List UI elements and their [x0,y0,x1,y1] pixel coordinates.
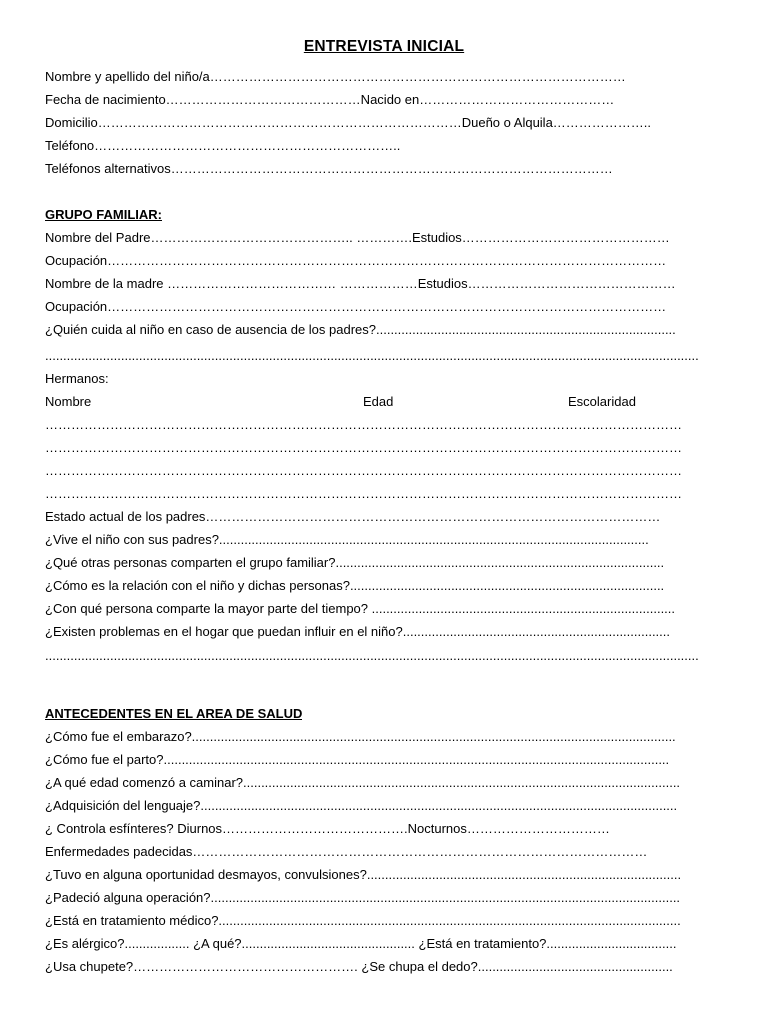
field-otras-personas: ¿Qué otras personas comparten el grupo familiar?........................................................................................... [45,555,665,570]
field-domicilio: Domicilio…………………………………………………………………………Dueño o Alquila………………….. [45,115,652,130]
field-tratamiento-medico: ¿Está en tratamiento médico?................................................................................................................................ [45,913,681,928]
page-title: ENTREVISTA INICIAL [303,38,465,55]
field-ocupacion-madre: Ocupación………………………………………………………………………………………………………………… [45,299,667,314]
field-chupete: ¿Usa chupete?……………………………………………. ¿Se chupa el dedo?...................................................... [45,959,673,974]
field-enfermedades: Enfermedades padecidas…………………………………………………………………………………………… [45,844,648,859]
field-embarazo: ¿Cómo fue el embarazo?...................................................................................................................................... [45,729,676,744]
field-problemas-continuation: ..................................................................................................................................................................................... [45,648,699,663]
hermano-row: ………………………………………………………………………………………………………………………………… [45,417,682,432]
section-heading-salud: ANTECEDENTES EN EL AREA DE SALUD [45,706,303,721]
field-telefonos-alternativos: Teléfonos alternativos………………………………………………………………………………………… [45,161,613,176]
field-caminar: ¿A qué edad comenzó a caminar?......................................................................................................................... [45,775,681,790]
field-ocupacion-padre: Ocupación………………………………………………………………………………………………………………… [45,253,667,268]
hermano-row: ………………………………………………………………………………………………………………………………… [45,440,682,455]
hermano-row: ………………………………………………………………………………………………………………………………… [45,486,682,501]
field-telefono: Teléfono…………………………………………………………….. [45,138,401,153]
field-comparte-tiempo: ¿Con qué persona comparte la mayor parte del tiempo? .................................................................................... [45,601,676,616]
field-problemas-hogar: ¿Existen problemas en el hogar que puedan influir en el niño?.......................................................................... [45,624,671,639]
section-heading-grupo-familiar: GRUPO FAMILIAR: [45,207,162,222]
field-fecha-nacimiento: Fecha de nacimiento………………………………………Nacido en……………………………………… [45,92,615,107]
field-estado-padres: Estado actual de los padres…………………………………………………………………………………………… [45,509,661,524]
field-desmayos: ¿Tuvo en alguna oportunidad desmayos, convulsiones?....................................................................................... [45,867,682,882]
column-header-edad: Edad [363,394,394,409]
column-header-escolaridad: Escolaridad [568,394,636,409]
hermano-row: ………………………………………………………………………………………………………………………………… [45,463,682,478]
field-lenguaje: ¿Adquisición del lenguaje?.................................................................................................................................... [45,798,678,813]
field-relacion: ¿Cómo es la relación con el niño y dichas personas?....................................................................................... [45,578,665,593]
field-vive-con-padres: ¿Vive el niño con sus padres?....................................................................................................................... [45,532,649,547]
field-quien-cuida: ¿Quién cuida al niño en caso de ausencia de los padres?................................................................................... [45,322,676,337]
field-nombre: Nombre y apellido del niño/a…………………………………………………………………………………… [45,69,626,84]
field-quien-cuida-continuation: ..................................................................................................................................................................................... [45,348,699,363]
field-esfinteres: ¿ Controla esfínteres? Diurnos…………………………………….Nocturnos…………………………… [45,821,610,836]
field-nombre-madre: Nombre de la madre ………………………………… ………………Estudios………………………………………… [45,276,676,291]
field-operacion: ¿Padeció alguna operación?.................................................................................................................................. [45,890,681,905]
field-alergico: ¿Es alérgico?.................. ¿A qué?................................................ ¿Está en tratamiento?.................................... [45,936,677,951]
field-nombre-padre: Nombre del Padre……………………………………….. ………….Estudios………………………………………… [45,230,670,245]
label-hermanos: Hermanos: [45,371,109,386]
field-parto: ¿Cómo fue el parto?............................................................................................................................................ [45,752,670,767]
column-header-nombre: Nombre [45,394,92,409]
